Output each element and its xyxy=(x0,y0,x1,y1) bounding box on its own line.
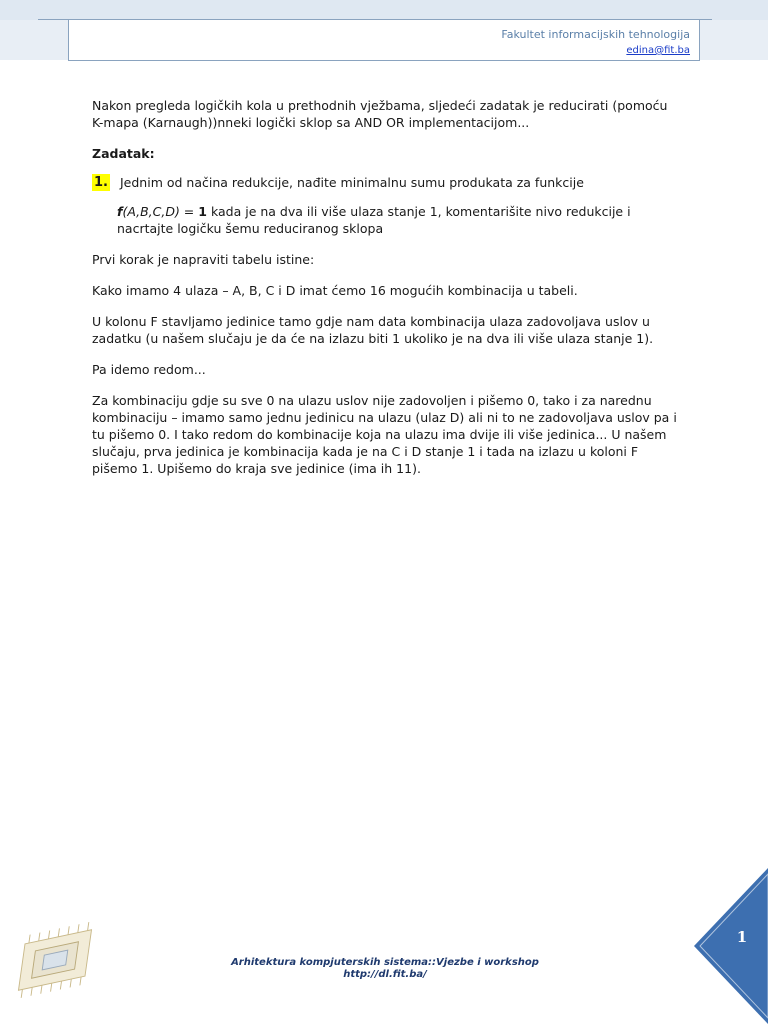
paragraph-column-f: U kolonu F stavljamo jedinice tamo gdje nam data kombinacija ulaza zadovoljava uslov u zadatku (u našem slučaju je da će na izlazu biti 1 ukoliko je na dva ili više ulaza stanje 1). xyxy=(92,314,654,346)
intro-paragraph: Nakon pregleda logičkih kola u prethodnih vježbama, sljedeći zadatak je reducirati (pomoću K-mapa (Karnaugh))nneki logički sklop sa AND OR implementacijom... xyxy=(92,98,668,130)
formula-text: kada je na dva ili više ulaza stanje 1, komentarišite nivo redukcije i nacrtajte logičku šemu reduciranog sklopa xyxy=(117,204,631,236)
formula-value: 1 xyxy=(198,204,207,219)
page-number: 1 xyxy=(736,928,748,946)
task-item xyxy=(92,174,682,191)
footer xyxy=(190,957,580,981)
footer-url[interactable]: http://dl.fit.ba/ xyxy=(343,969,427,980)
formula-args: (A,B,C,D) = xyxy=(122,204,195,219)
header-band xyxy=(0,0,768,20)
header-organization: Fakultet informacijskih tehnologija xyxy=(501,28,690,41)
footer-course: Arhitektura kompjuterskih sistema::Vjezbe i workshop xyxy=(231,957,539,968)
circuit-chip-icon xyxy=(0,918,110,998)
header-left-panel xyxy=(0,20,68,60)
formula-function: f xyxy=(117,204,123,219)
task-formula xyxy=(117,203,682,237)
paragraph-truth-table: Prvi korak je napraviti tabelu istine: xyxy=(92,252,315,267)
paragraph-combinations: Kako imamo 4 ulaza – A, B, C i D imat ćemo 16 mogućih kombinacija u tabeli. xyxy=(92,283,578,298)
task-number: 1. xyxy=(94,175,108,190)
header-divider xyxy=(38,19,712,20)
page-badge xyxy=(694,868,768,1024)
task-text: Jednim od načina redukcije, nađite minimalnu sumu produkata za funkcije xyxy=(119,175,584,190)
paragraph-explanation: Za kombinaciju gdje su sve 0 na ulazu uslov nije zadovoljen i pišemo 0, tako i za narednu kombinaciju – imamo samo jednu jedinicu na ulazu (ulaz D) ali ni to ne zadovoljava uslov pa i tu pišemo 0. I tako redom do kombinacije koja na ulazu ima dvije ili više jedinica... U našem slučaju, prva jedinica je kombinacija kada je na C i D stanje 1 i tada na izlazu u koloni F pišemo 1. Upišemo do kraja sve jedinice (ima ih 11). xyxy=(92,393,677,476)
document-body xyxy=(92,97,682,491)
header-email-link[interactable]: edina@fit.ba xyxy=(626,45,690,56)
header-right-panel xyxy=(699,20,768,60)
paragraph-order: Pa idemo redom... xyxy=(92,362,206,377)
task-heading: Zadatak: xyxy=(92,146,155,161)
